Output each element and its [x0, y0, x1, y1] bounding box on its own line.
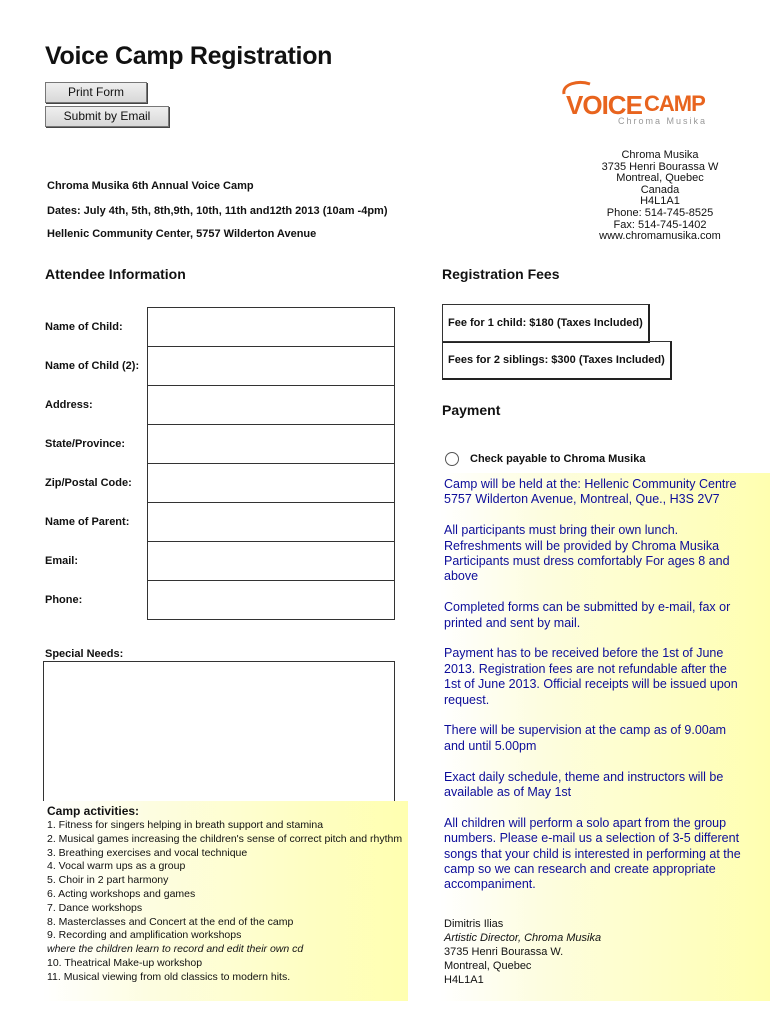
contact-line: www.chromamusika.com: [599, 230, 721, 243]
special-needs-label: Special Needs:: [45, 648, 124, 660]
address-field[interactable]: [147, 385, 395, 425]
event-name: Chroma Musika 6th Annual Voice Camp: [47, 180, 254, 192]
phone-label: Phone:: [45, 594, 83, 606]
page-title: Voice Camp Registration: [45, 42, 333, 70]
voicecamp-logo: [560, 80, 715, 128]
info-paragraph: Payment has to be received before the 1st of June 2013. Registration fees are not refundable after the 1st of June 2013. Official receipts will be issued upon request.: [444, 646, 738, 707]
child-name-label: Name of Child:: [45, 321, 123, 333]
contact-block: [560, 150, 760, 243]
info-paragraph: There will be supervision at the camp as of 9.00am and until 5.00pm: [444, 723, 727, 753]
parent-name-label: Name of Parent:: [45, 516, 130, 528]
info-paragraph: Completed forms can be submitted by e-mail, fax or printed and sent by mail.: [444, 600, 731, 630]
print-form-button[interactable]: Print Form: [45, 82, 147, 103]
signature-block: [444, 917, 601, 987]
phone-field[interactable]: [147, 580, 395, 620]
activity-item: 10. Theatrical Make-up workshop: [47, 956, 203, 969]
check-payment-radio[interactable]: [445, 452, 459, 466]
activities-panel: [43, 801, 408, 1001]
signature-name: Dimitris Ilias: [444, 918, 504, 930]
contact-line: Phone: 514-745-8525: [606, 206, 714, 219]
fees-heading: Registration Fees: [442, 266, 560, 282]
svg-text:VOICE: VOICE: [566, 90, 642, 120]
info-paragraph: Exact daily schedule, theme and instructors will be available as of May 1st: [444, 769, 724, 800]
child2-name-label: Name of Child (2):: [45, 360, 140, 372]
contact-line: Fax: 514-745-1402: [613, 218, 707, 231]
svg-text:Chroma Musika: Chroma Musika: [618, 116, 708, 126]
child-name-field[interactable]: [147, 307, 395, 347]
activity-item: 7. Dance workshops: [47, 901, 143, 914]
activities-list: [47, 819, 402, 985]
state-label: State/Province:: [45, 438, 126, 450]
info-paragraph: All participants must bring their own lunch. Refreshments will be provided by Chroma Musika Participants must dress comfortably For ages 8 and above: [444, 523, 730, 584]
activity-item: where the children learn to record and edit their own cd: [47, 943, 304, 956]
signature-postal: H4L1A1: [444, 974, 484, 986]
address-label: Address:: [45, 399, 93, 411]
activity-item: 4. Vocal warm ups as a group: [47, 860, 186, 873]
activity-item: 11. Musical viewing from old classics to modern hits.: [47, 970, 291, 983]
submit-by-email-button[interactable]: Submit by Email: [45, 106, 169, 127]
check-payment-label: Check payable to Chroma Musika: [470, 453, 646, 465]
activity-item: 8. Masterclasses and Concert at the end of the camp: [47, 915, 294, 928]
special-needs-field[interactable]: [43, 661, 395, 803]
parent-name-field[interactable]: [147, 502, 395, 542]
event-location: Hellenic Community Center, 5757 Wilderton Avenue: [47, 228, 317, 240]
child2-name-field[interactable]: [147, 346, 395, 386]
email-field[interactable]: [147, 541, 395, 581]
activity-item: 6. Acting workshops and games: [47, 887, 196, 900]
activity-item: 3. Breathing exercises and vocal technique: [47, 846, 248, 859]
signature-title: Artistic Director, Chroma Musika: [444, 932, 602, 944]
info-paragraph: Camp will be held at the: Hellenic Community Centre 5757 Wilderton Avenue, Montreal, Que., H3S 2V7: [444, 477, 737, 507]
activities-heading: Camp activities:: [47, 804, 140, 818]
info-paragraph: All children will perform a solo apart from the group numbers. Please e-mail us a selection of 3-5 different songs that your child is interested in performing at the camp so we can research and create appropriate accompaniment.: [444, 815, 741, 892]
contact-line: Montreal, Quebec: [616, 172, 704, 185]
signature-city: Montreal, Quebec: [444, 960, 532, 972]
contact-line: Chroma Musika: [621, 149, 699, 161]
contact-line: Canada: [640, 183, 680, 196]
state-field[interactable]: [147, 424, 395, 464]
contact-line: 3735 Henri Bourassa W: [601, 160, 719, 173]
event-dates: Dates: July 4th, 5th, 8th,9th, 10th, 11th and12th 2013 (10am -4pm): [47, 205, 388, 217]
activity-item: 1. Fitness for singers helping in breath support and stamina: [47, 819, 324, 831]
attendee-heading: Attendee Information: [45, 266, 186, 282]
fee-two-siblings: Fees for 2 siblings: $300 (Taxes Included): [442, 341, 672, 380]
svg-text:CAMP: CAMP: [644, 91, 705, 116]
contact-line: H4L1A1: [640, 195, 680, 208]
info-text: [444, 477, 744, 908]
zip-label: Zip/Postal Code:: [45, 477, 132, 489]
activity-item: 5. Choir in 2 part harmony: [47, 874, 169, 887]
zip-field[interactable]: [147, 463, 395, 503]
activity-item: 2. Musical games increasing the children's sense of correct pitch and rhythm: [47, 832, 403, 845]
fee-one-child: Fee for 1 child: $180 (Taxes Included): [442, 304, 650, 343]
activity-item: 9. Recording and amplification workshops: [47, 929, 242, 942]
info-panel: [440, 473, 770, 1001]
signature-address: 3735 Henri Bourassa W.: [444, 946, 564, 958]
email-label: Email:: [45, 555, 79, 567]
payment-heading: Payment: [442, 402, 501, 418]
